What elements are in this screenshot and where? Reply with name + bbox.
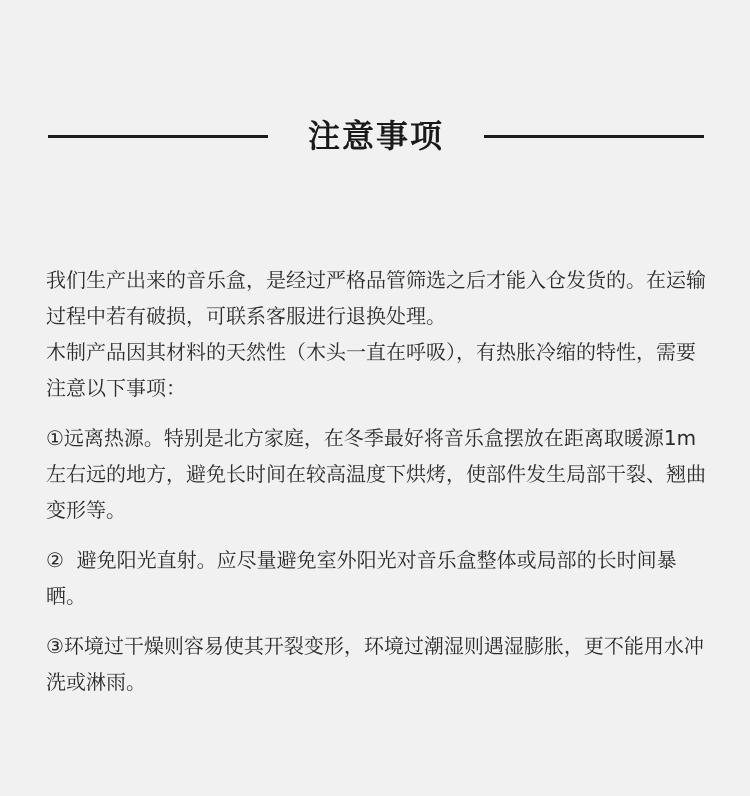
left-divider [48, 135, 268, 138]
notice-item-1: ①远离热源。特别是北方家庭，在冬季最好将音乐盒摆放在距离取暖源1m左右远的地方，避免长时间在较高温度下烘烤，使部件发生局部干裂、翘曲变形等。 [46, 426, 706, 522]
notice-content [46, 262, 714, 700]
section-header [0, 114, 750, 158]
intro-paragraph: 我们生产出来的音乐盒，是经过严格品管筛选之后才能入仓发货的。在运输过程中若有破损，可联系客服进行退换处理。 [46, 268, 706, 328]
notice-item-2: ② 避免阳光直射。应尽量避免室外阳光对音乐盒整体或局部的长时间暴晒。 [46, 548, 677, 608]
page-title: 注意事项 [307, 117, 444, 155]
wood-paragraph: 木制产品因其材料的天然性（木头一直在呼吸），有热胀冷缩的特性，需要注意以下事项： [46, 340, 696, 400]
notice-item-3: ③环境过干燥则容易使其开裂变形，环境过潮湿则遇湿膨胀，更不能用水冲洗或淋雨。 [46, 634, 704, 694]
right-divider [484, 135, 704, 138]
